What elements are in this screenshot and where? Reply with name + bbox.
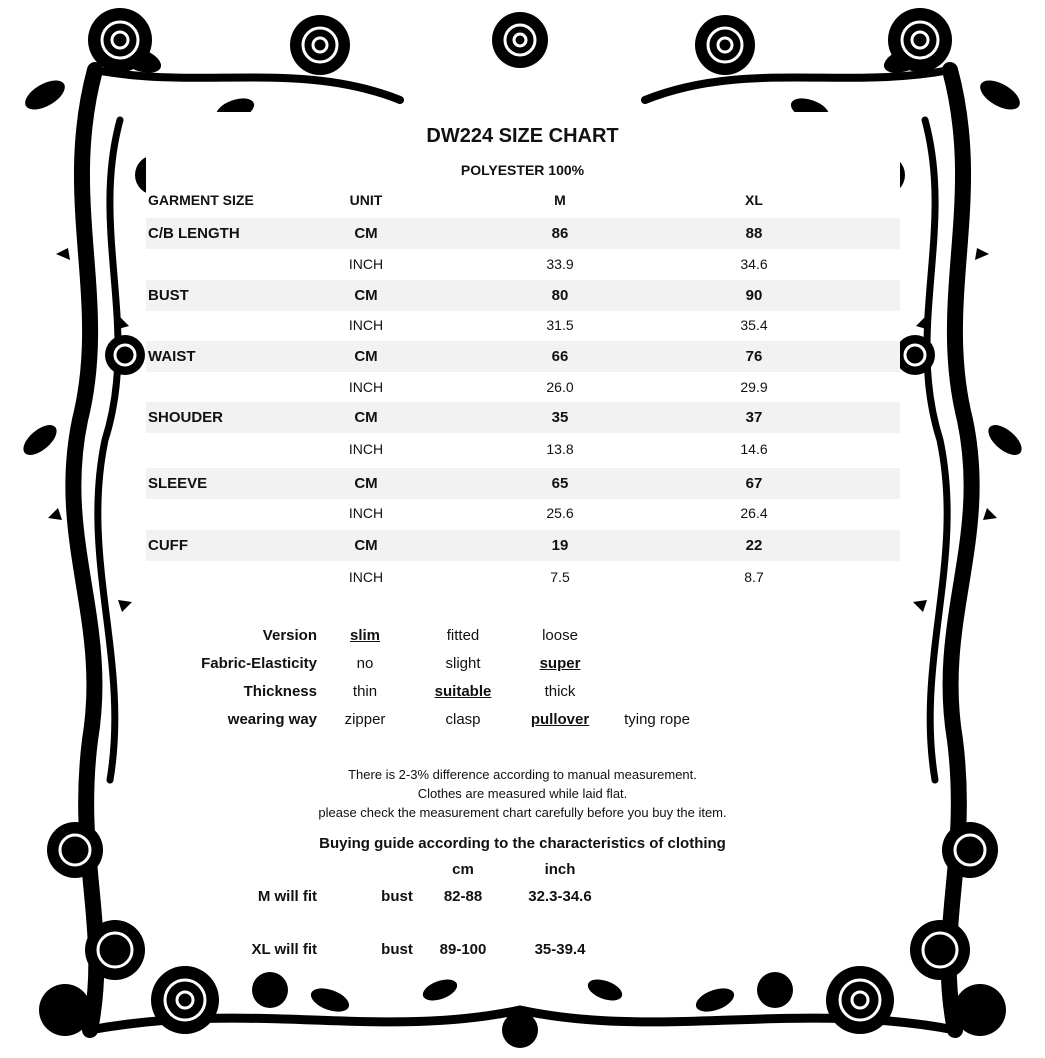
value-m-cm: 86 xyxy=(551,225,569,242)
table-row-cm xyxy=(146,530,900,561)
value-xl-inch: 14.6 xyxy=(740,441,768,457)
material-label: POLYESTER 100% xyxy=(460,162,585,178)
table-row-cm xyxy=(146,341,900,372)
unit-cm: CM xyxy=(354,537,378,554)
guide-row-part: bust xyxy=(381,941,413,958)
value-xl-cm: 22 xyxy=(745,537,763,554)
guide-row-cm: 82-88 xyxy=(443,888,483,905)
note-line: There is 2-3% difference according to manual measurement. xyxy=(348,767,697,782)
characteristic-option: tying rope xyxy=(624,711,690,728)
value-xl-cm: 90 xyxy=(745,287,763,304)
characteristic-option: zipper xyxy=(344,711,386,728)
value-m-inch: 25.6 xyxy=(546,505,574,521)
guide-row-part: bust xyxy=(381,888,413,905)
unit-cm: CM xyxy=(354,225,378,242)
measurement-name: CUFF xyxy=(148,537,188,554)
value-m-cm: 35 xyxy=(551,409,569,426)
value-m-cm: 65 xyxy=(551,475,569,492)
buying-guide-title: Buying guide according to the characteristics of clothing xyxy=(319,835,726,852)
characteristic-option-selected: pullover xyxy=(530,711,590,728)
chart-title: DW224 SIZE CHART xyxy=(426,125,619,147)
value-m-cm: 80 xyxy=(551,287,569,304)
header-garment-size: GARMENT SIZE xyxy=(148,192,254,208)
characteristic-option: thick xyxy=(544,683,576,700)
value-xl-cm: 37 xyxy=(745,409,763,426)
characteristic-option: fitted xyxy=(446,627,480,644)
characteristic-option: clasp xyxy=(445,711,481,728)
characteristic-option: slight xyxy=(445,655,481,672)
value-xl-inch: 8.7 xyxy=(744,569,764,585)
unit-inch: INCH xyxy=(348,256,384,272)
header-size-m: M xyxy=(554,192,566,208)
value-m-inch: 7.5 xyxy=(550,569,570,585)
header-unit: UNIT xyxy=(349,192,383,208)
guide-row-label: M will fit xyxy=(257,888,317,905)
value-m-inch: 33.9 xyxy=(546,256,574,272)
unit-cm: CM xyxy=(354,475,378,492)
unit-cm: CM xyxy=(354,287,378,304)
unit-inch: INCH xyxy=(348,569,384,585)
value-xl-inch: 34.6 xyxy=(740,256,768,272)
guide-row-cm: 89-100 xyxy=(439,941,487,958)
measurement-name: SHOUDER xyxy=(148,409,224,426)
value-m-cm: 66 xyxy=(551,348,569,365)
guide-header-cm: cm xyxy=(452,861,474,878)
characteristic-option-selected: super xyxy=(539,655,581,672)
value-xl-inch: 29.9 xyxy=(740,379,768,395)
unit-inch: INCH xyxy=(348,317,384,333)
table-row-cm xyxy=(146,218,900,249)
characteristic-option: thin xyxy=(352,683,378,700)
measurement-name: C/B LENGTH xyxy=(148,225,240,242)
value-xl-cm: 88 xyxy=(745,225,763,242)
value-m-cm: 19 xyxy=(551,537,569,554)
unit-cm: CM xyxy=(354,409,378,426)
value-m-inch: 13.8 xyxy=(546,441,574,457)
guide-header-inch: inch xyxy=(544,861,576,878)
characteristic-option-selected: suitable xyxy=(434,683,492,700)
guide-row-inch: 32.3-34.6 xyxy=(528,888,592,905)
guide-row-label: XL will fit xyxy=(251,941,317,958)
characteristic-label: Version xyxy=(262,627,317,644)
unit-inch: INCH xyxy=(348,505,384,521)
table-row-cm xyxy=(146,402,900,433)
note-line: Clothes are measured while laid flat. xyxy=(417,786,628,801)
measurement-name: BUST xyxy=(148,287,189,304)
value-xl-cm: 67 xyxy=(745,475,763,492)
measurement-name: SLEEVE xyxy=(148,475,208,492)
note-line: please check the measurement chart carefully before you buy the item. xyxy=(318,805,727,820)
characteristic-label: Fabric-Elasticity xyxy=(201,655,317,672)
characteristic-label: wearing way xyxy=(227,711,317,728)
unit-inch: INCH xyxy=(348,379,384,395)
header-size-xl: XL xyxy=(745,192,763,208)
characteristic-option-selected: slim xyxy=(349,627,381,644)
value-xl-cm: 76 xyxy=(745,348,763,365)
value-xl-inch: 26.4 xyxy=(740,505,768,521)
characteristic-label: Thickness xyxy=(243,683,317,700)
unit-cm: CM xyxy=(354,348,378,365)
characteristic-option: loose xyxy=(542,627,578,644)
unit-inch: INCH xyxy=(348,441,384,457)
table-row-cm xyxy=(146,280,900,311)
measurement-name: WAIST xyxy=(148,348,196,365)
table-row-cm xyxy=(146,468,900,499)
guide-row-inch: 35-39.4 xyxy=(534,941,586,958)
characteristic-option: no xyxy=(356,655,374,672)
value-m-inch: 26.0 xyxy=(546,379,574,395)
value-xl-inch: 35.4 xyxy=(740,317,768,333)
value-m-inch: 31.5 xyxy=(546,317,574,333)
